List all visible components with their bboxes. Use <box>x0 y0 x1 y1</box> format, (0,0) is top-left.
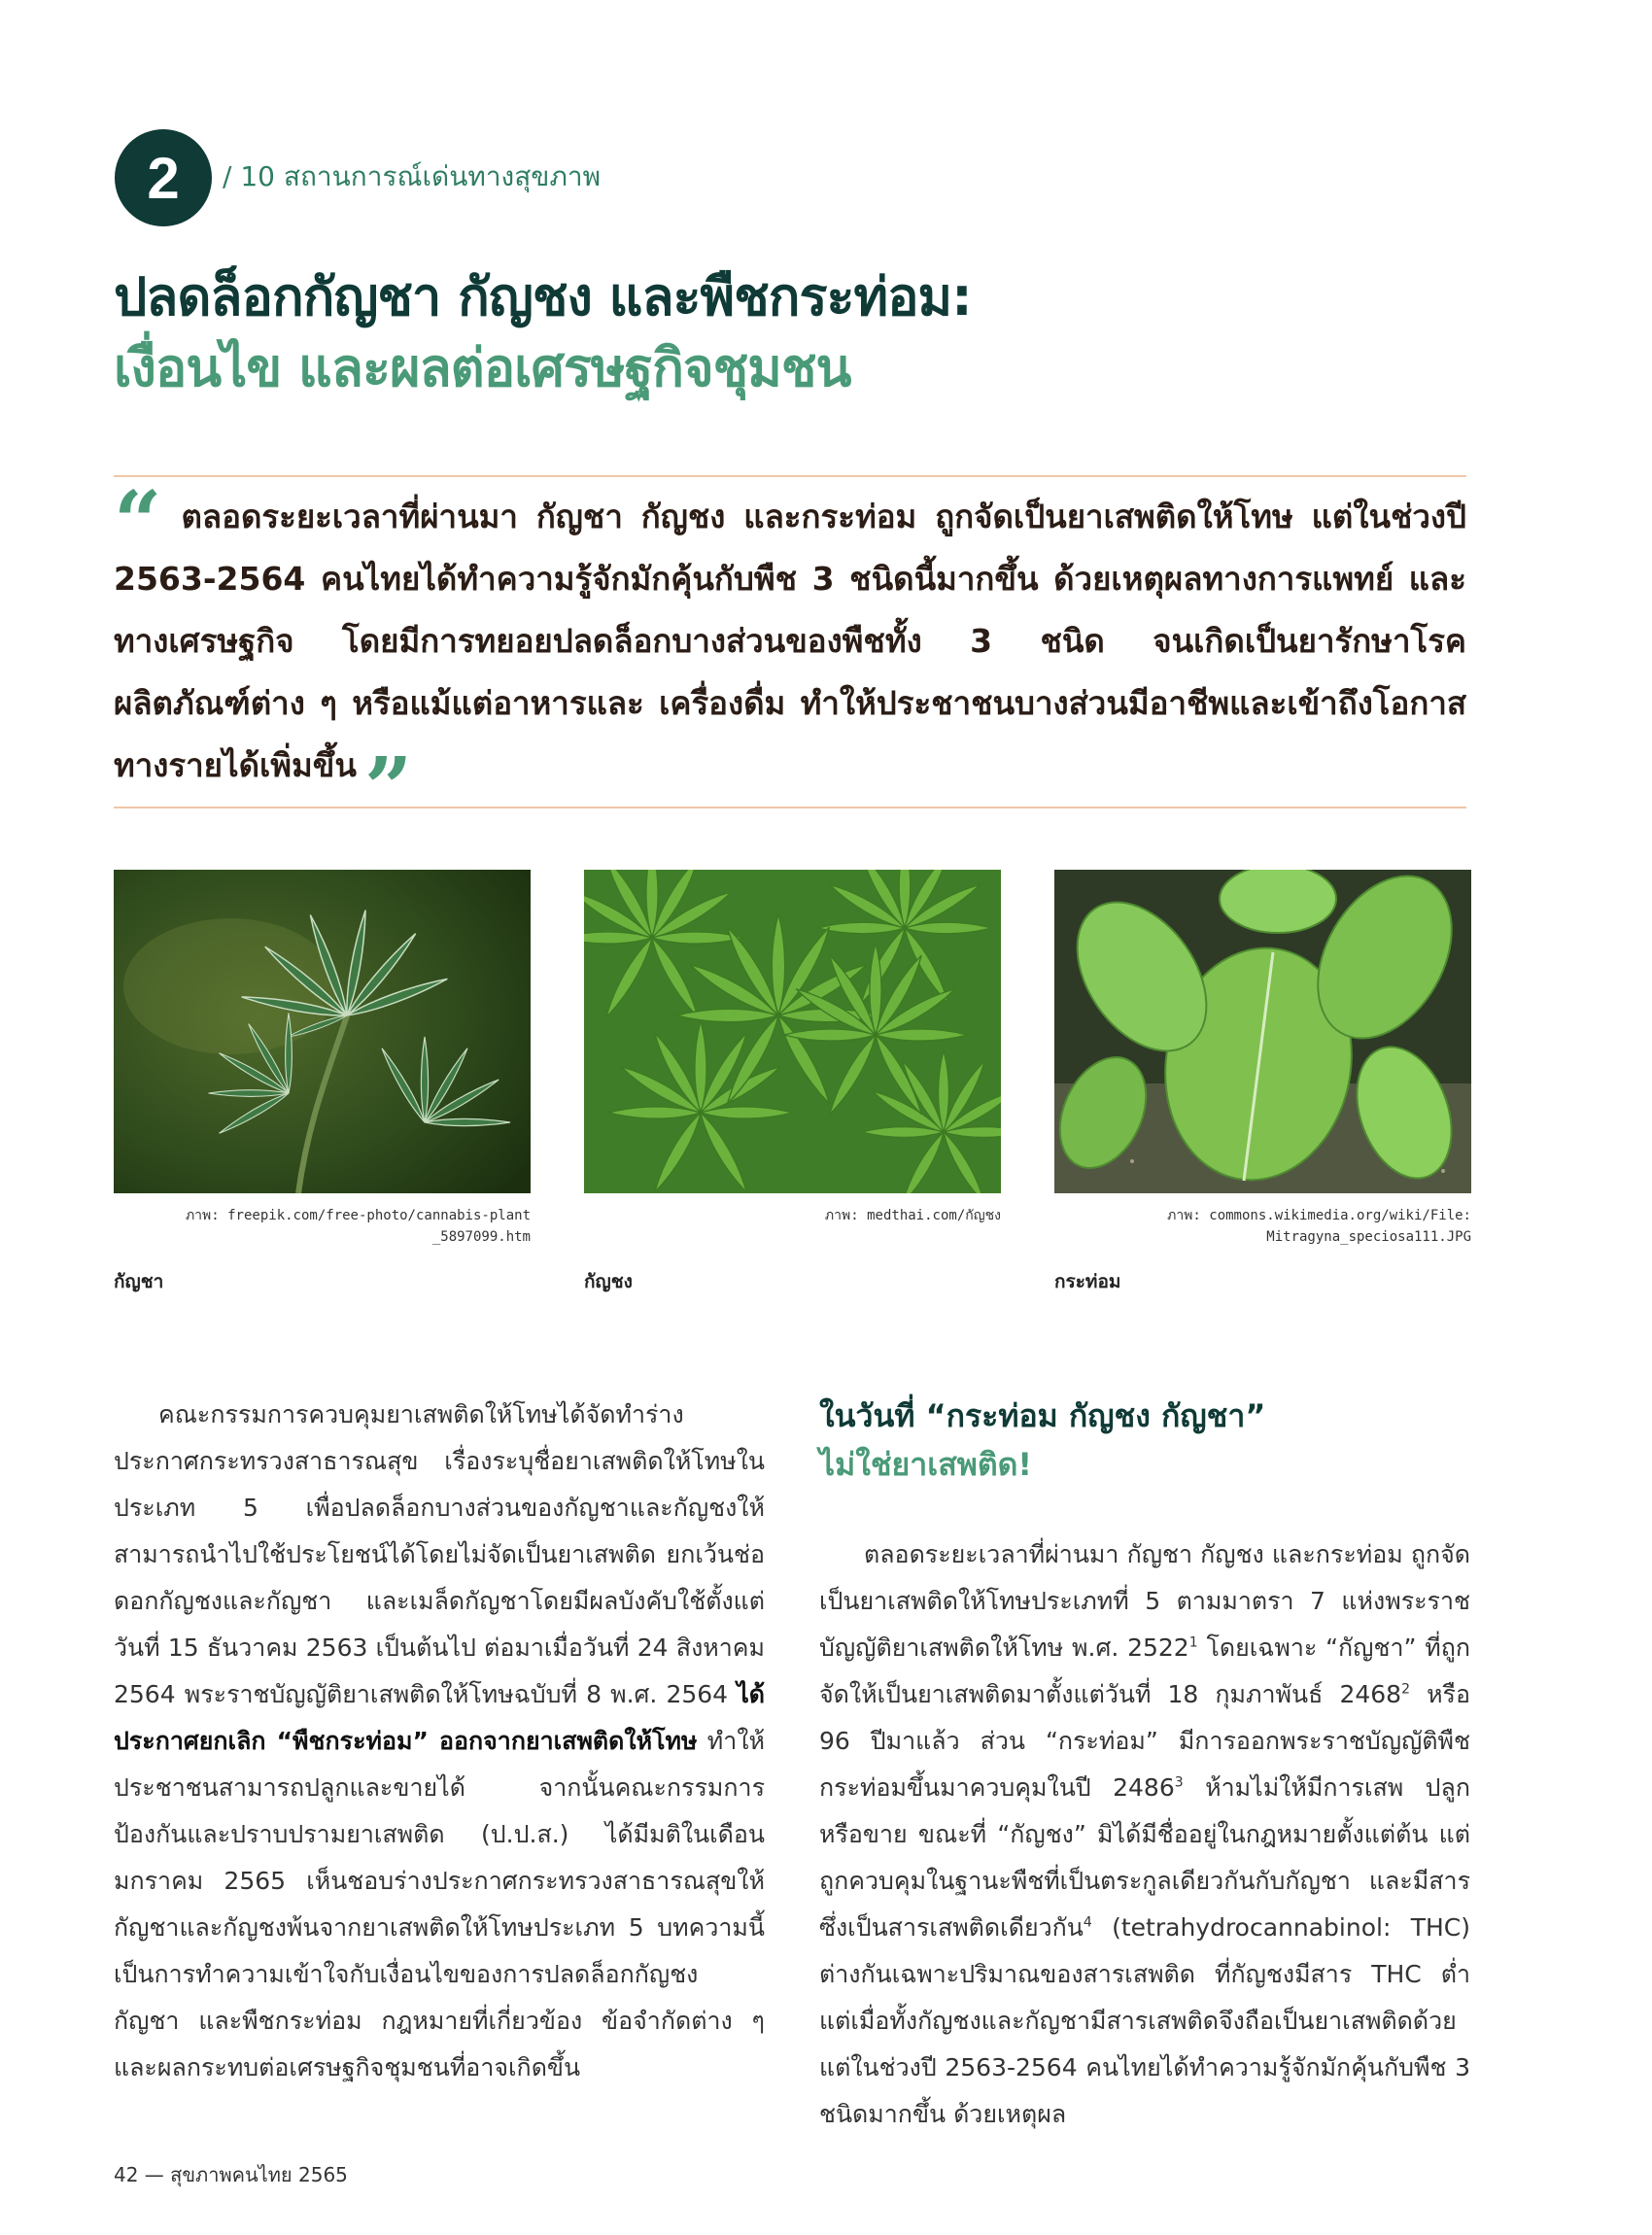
subheading-line1: ในวันที่ “กระท่อม กัญชง กัญชา” <box>819 1397 1266 1434</box>
left-paragraph: คณะกรรมการควบคุมยาเสพติดให้โทษได้จัดทำร่างประกาศกระทรวงสาธารณสุข เรื่องระบุชื่อยาเสพติดให้โทษในประเภท 5 เพื่อปลดล็อกบางส่วนของกัญชาและกัญชงให้สามารถนำไปใช้ประโยชน์ได้โดยไม่จัดเป็นยาเสพติด ยกเว้นช่อดอกกัญชงและกัญชา และเมล็ดกัญชาโดยมีผลบังคับใช้ตั้งแต่วันที่ 15 ธันวาคม 2563 เป็นต้นไป ต่อมาเมื่อวันที่ 24 สิงหาคม 2564 พระราชบัญญัติยาเสพติดให้โทษฉบับที่ 8 พ.ศ. 2564 ได้ประกาศยกเลิก “พืชกระท่อม” ออกจากยาเสพติดให้โทษ ทำให้ประชาชนสามารถปลูกและขายได้ จากนั้นคณะกรรมการป้องกันและปราบปรามยาเสพติด (ป.ป.ส.) ได้มีมติในเดือนมกราคม 2565 เห็นชอบร่างประกาศกระทรวงสาธารณสุขให้กัญชาและกัญชงพ้นจากยาเสพติดให้โทษประเภท 5 บทความนี้เป็นการทำความเข้าใจกับเงื่อนไขของการปลดล็อกกัญชง กัญชา และพืชกระท่อม กฎหมายที่เกี่ยวข้อง ข้อจำกัดต่าง ๆ และผลกระทบต่อเศรษฐกิจชุมชนที่อาจเกิดขึ้น <box>114 1400 765 2081</box>
page-footer: 42 — สุขภาพคนไทย 2565 <box>114 2163 348 2186</box>
hemp-photo <box>584 870 1001 1193</box>
photo-credit-hemp: ภาพ: medthai.com/กัญชง <box>824 1208 1001 1223</box>
photo-credit-kratom: ภาพ: commons.wikimedia.org/wiki/File: Mitragyna_speciosa111.JPG <box>1167 1208 1471 1245</box>
right-column <box>819 1531 1470 2138</box>
photo-credit-cannabis: ภาพ: freepik.com/free-photo/cannabis-plant _5897099.htm <box>185 1208 531 1245</box>
right-paragraph: ตลอดระยะเวลาที่ผ่านมา กัญชา กัญชง และกระท่อม ถูกจัดเป็นยาเสพติดให้โทษประเภทที่ 5 ตามมาตรา 7 แห่งพระราชบัญญัติยาเสพติดให้โทษ พ.ศ. 2522$^1$ โดยเฉพาะ “กัญชา” ที่ถูกจัดให้เป็นยาเสพติดมาตั้งแต่วันที่ 18 กุมภาพันธ์ 2468$^2$ หรือ 96 ปีมาแล้ว ส่วน “กระท่อม” มีการออกพระราชบัญญัติพืชกระท่อมขึ้นมาควบคุมในปี 2486$^3$ ห้ามไม่ให้มีการเสพ ปลูกหรือขาย ขณะที่ “กัญชง” มิได้มีชื่ออยู่ในกฎหมายตั้งแต่ต้น แต่ถูกควบคุมในฐานะพืชที่เป็นตระกูลเดียวกันกับกัญชา และมีสารซึ่งเป็นสารเสพติดเดียวกัน$^4$ (tetrahydrocannabinol: THC) ต่างกันเฉพาะปริมาณของสารเสพติด ที่กัญชงมีสาร THC ต่ำ แต่เมื่อทั้งกัญชงและกัญชามีสารเสพติดจึงถือเป็นยาเสพติดด้วย แต่ในช่วงปี 2563-2564 คนไทยได้ทำความรู้จักมักคุ้นกับพืช 3 ชนิดมากขึ้น ด้วยเหตุผล <box>819 1540 1471 2128</box>
footnote-ref-1[interactable]: 1 <box>1188 1634 1198 1651</box>
footnote-ref-2[interactable]: 2 <box>1401 1681 1410 1698</box>
subheading-line2: ไม่ใช่ยาเสพติด! <box>819 1446 1032 1483</box>
left-column <box>114 1392 765 2091</box>
section-label: / 10 สถานการณ์เด่นทางสุขภาพ <box>223 160 602 192</box>
chapter-number: 2 <box>147 145 180 211</box>
close-quote-icon: ” <box>363 739 413 838</box>
photo-caption-hemp: กัญชง <box>584 1271 633 1292</box>
photo-caption-cannabis: กัญชา <box>114 1271 164 1292</box>
pullquote-text: ตลอดระยะเวลาที่ผ่านมา กัญชา กัญชง และกระท่อม ถูกจัดเป็นยาเสพติดให้โทษ แต่ในช่วงปี 2563-2564 คนไทยได้ทำความรู้จักมักคุ้นกับพืช 3 ชนิดนี้มากขึ้น ด้วยเหตุผลทางการแพทย์ และทางเศรษฐกิจ โดยมีการทยอยปลดล็อกบางส่วนของพืชทั้ง 3 ชนิด จนเกิดเป็นยารักษาโรค ผลิตภัณฑ์ต่าง ๆ หรือแม้แต่อาหารและ เครื่องดื่ม ทำให้ประชาชนบางส่วนมีอาชีพและเข้าถึงโอกาสทางรายได้เพิ่มขึ้น <box>114 498 1466 784</box>
chapter-number-badge <box>115 129 212 226</box>
photo-caption-kratom: กระท่อม <box>1054 1271 1121 1292</box>
article-title-line1: ปลดล็อกกัญชา กัญชง และพืชกระท่อม: <box>114 266 972 327</box>
footnote-ref-4[interactable]: 4 <box>1083 1914 1092 1931</box>
pullquote-bottom-rule <box>114 807 1466 808</box>
pullquote-top-rule <box>114 475 1466 477</box>
highlight-text: ได้ประกาศยกเลิก “พืชกระท่อม” ออกจากยาเสพติดให้โทษ <box>114 1680 765 1755</box>
open-quote-icon: “ <box>114 473 162 571</box>
kratom-photo <box>1054 870 1471 1193</box>
footnote-ref-3[interactable]: 3 <box>1174 1774 1184 1791</box>
article-title-line2: เงื่อนไข และผลต่อเศรษฐกิจชุมชน <box>114 337 851 398</box>
cannabis-photo <box>114 870 531 1193</box>
pullquote <box>114 473 1466 838</box>
